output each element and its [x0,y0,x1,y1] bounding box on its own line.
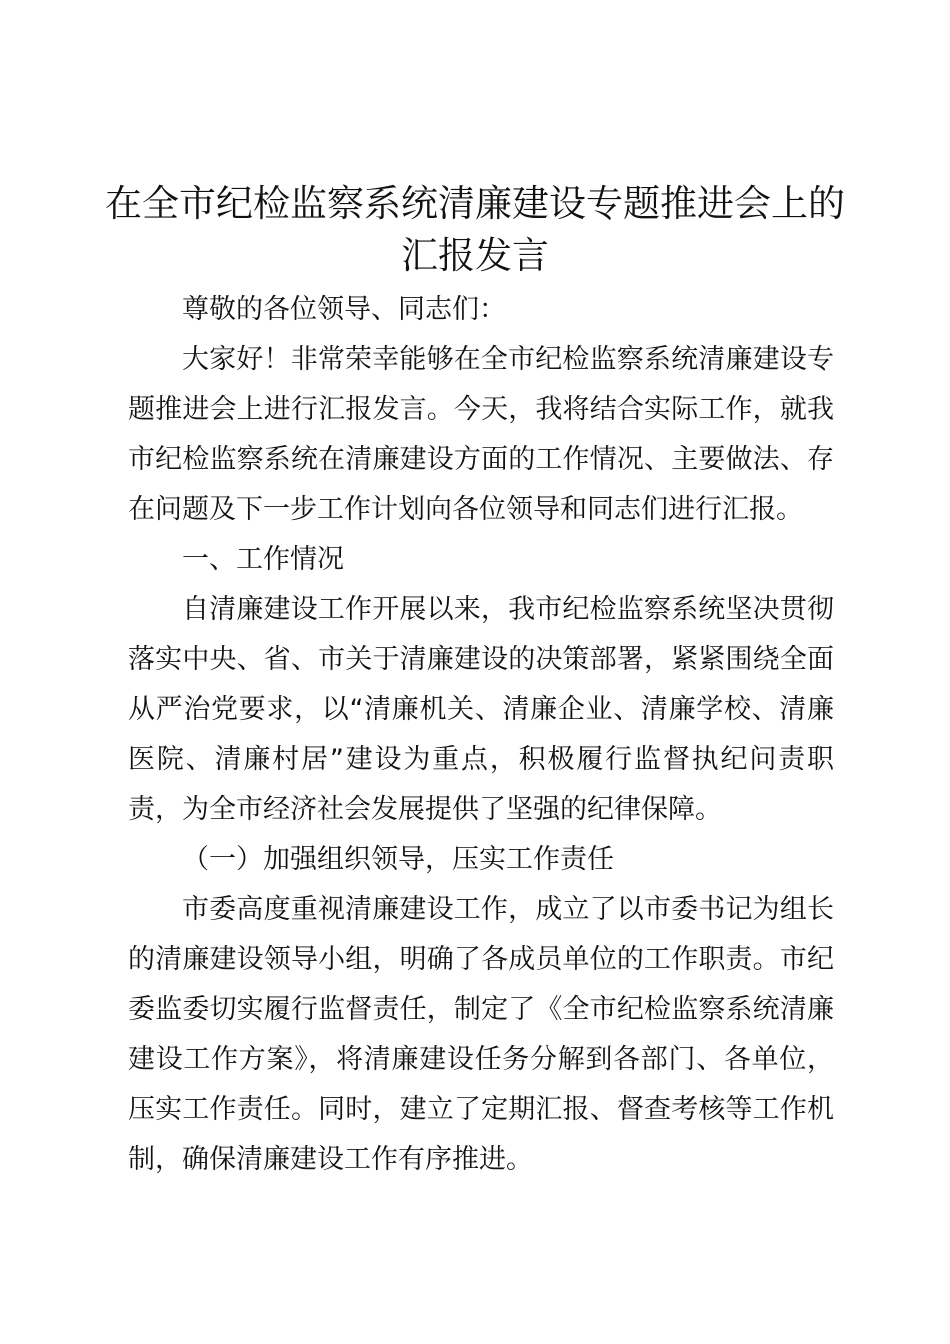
section-paragraph-1: 自清廉建设工作开展以来，我市纪检监察系统坚决贯彻落实中央、省、市关于清廉建设的决策部署，紧紧围绕全面从严治党要求，以“清廉机关、清廉企业、清廉学校、清廉医院、清廉村居”建设为重点，积极履行监督执纪问责职责，为全市经济社会发展提供了坚强的纪律保障。 [128,594,834,825]
document-title: 在全市纪检监察系统清廉建设专题推进会上的汇报发言 [105,182,845,277]
document-body [128,285,834,1185]
opening-paragraph: 大家好！非常荣幸能够在全市纪检监察系统清廉建设专题推进会上进行汇报发言。今天，我将结合实际工作，就我市纪检监察系统在清廉建设方面的工作情况、主要做法、存在问题及下一步工作计划向各位领导和同志们进行汇报。 [128,344,834,525]
subsection-heading-1: （一）加强组织领导，压实工作责任 [182,844,614,875]
section-heading-1: 一、工作情况 [182,544,344,575]
subsection-paragraph-1: 市委高度重视清廉建设工作，成立了以市委书记为组长的清廉建设领导小组，明确了各成员单位的工作职责。市纪委监委切实履行监督责任，制定了《全市纪检监察系统清廉建设工作方案》，将清廉建设任务分解到各部门、各单位，压实工作责任。同时，建立了定期汇报、督查考核等工作机制，确保清廉建设工作有序推进。 [128,894,834,1175]
salutation: 尊敬的各位领导、同志们： [182,294,506,325]
